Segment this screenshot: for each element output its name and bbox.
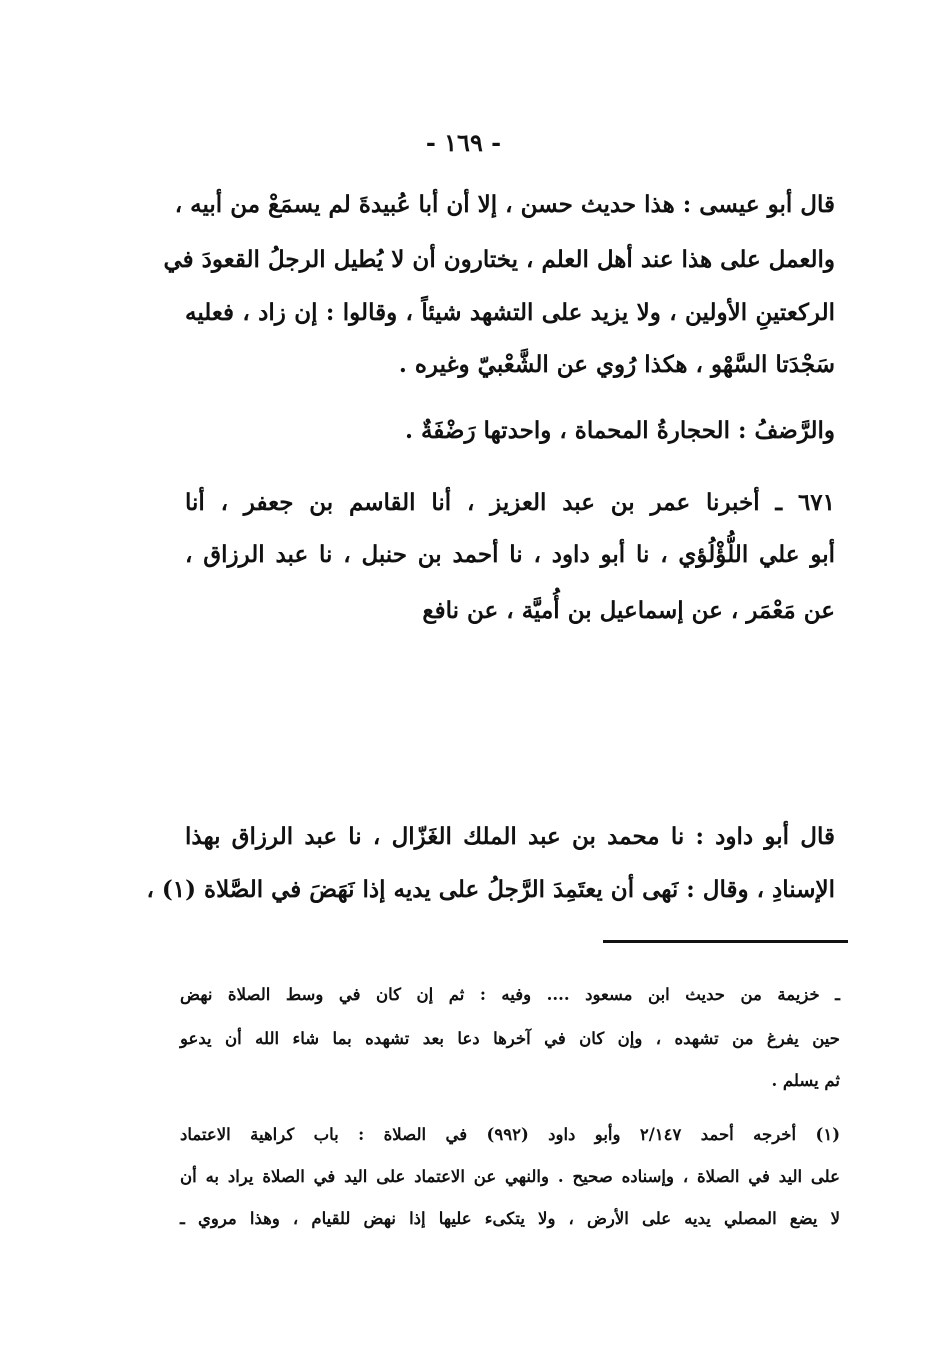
footnote-separator xyxy=(603,940,848,943)
footnote-line: ثم يسلم . xyxy=(771,1071,840,1090)
footnote-line: على اليد في الصلاة ، وإسناده صحيح . والنهي عن الاعتماد على اليد في الصلاة يراد به أن xyxy=(180,1167,840,1186)
body-line: الركعتينِ الأولين ، ولا يزيد على التشهد شيئاً ، وقالوا : إن زاد ، فعليه xyxy=(185,299,835,326)
footnote-line: حين يفرغ من تشهده ، وإن كان في آخرها دعا بعد تشهده بما شاء الله أن يدعو xyxy=(180,1029,840,1048)
isnad-line: ٦٧١ ـ أخبرنا عمر بن عبد العزيز ، أنا القاسم بن جعفر ، أنا xyxy=(185,489,835,516)
footnote-line: لا يضع المصلي يديه على الأرض ، ولا يتكىء عليها إذا نهض للقيام ، وهذا مروي ـ xyxy=(180,1209,840,1228)
isnad-line: عن مَعْمَر ، عن إسماعيل بن أُميَّة ، عن نافع xyxy=(422,597,835,624)
body-line: قال أبو عيسى : هذا حديث حسن ، إلا أن أبا عُبيدةَ لم يسمَعْ من أبيه ، xyxy=(174,191,835,218)
page-number: - ١٦٩ - xyxy=(425,128,502,157)
body-line: والرَّضفُ : الحجارةُ المحماة ، واحدتها رَضْفَةٌ . xyxy=(404,417,835,444)
footnote-line: ـ خزيمة من حديث ابن مسعود .... وفيه : ثم إن كان في وسط الصلاة نهض xyxy=(180,985,840,1004)
body-line: قال أبو داود : نا محمد بن عبد الملك الغَزّال ، نا عبد الرزاق بهذا xyxy=(185,823,835,850)
footnote-line: (١) أخرجه أحمد ٢/١٤٧ وأبو داود (٩٩٢) في الصلاة : باب كراهية الاعتماد xyxy=(180,1125,840,1144)
body-line: الإسنادِ ، وقال : نَهى أن يعتَمِدَ الرَّجلُ على يديه إذا نَهَضَ في الصَّلاة (١) ، xyxy=(146,876,835,903)
isnad-line: أبو علي اللُّؤْلُؤي ، نا أبو داود ، نا أحمد بن حنبل ، نا عبد الرزاق ، xyxy=(185,541,835,568)
body-line: والعمل على هذا عند أهل العلم ، يختارون أن لا يُطيل الرجلُ القعودَ في xyxy=(163,246,835,273)
body-line: سَجْدَتا السَّهْو ، هكذا رُوي عن الشَّعْبيّ وغيره . xyxy=(398,351,835,378)
